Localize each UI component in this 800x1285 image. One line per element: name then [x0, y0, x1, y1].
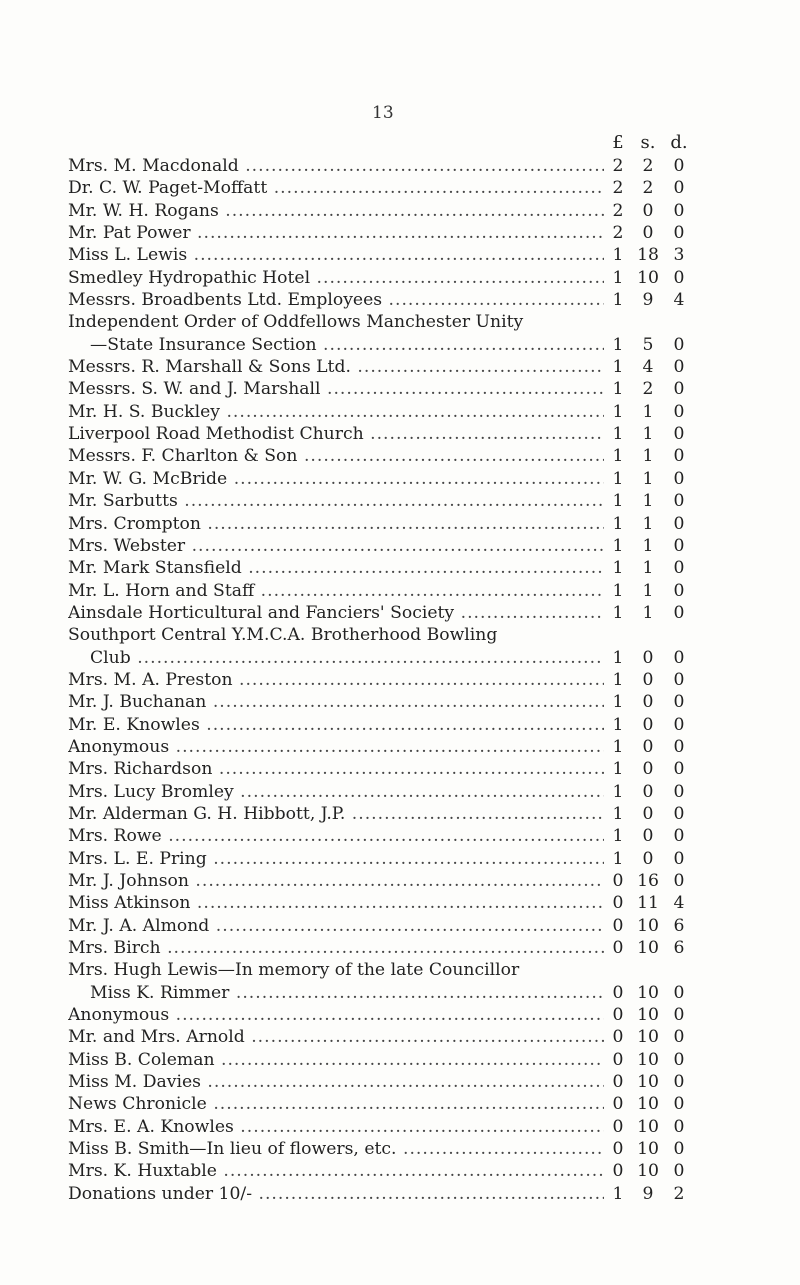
shillings-value: 10 — [637, 1094, 659, 1115]
donation-row — [68, 669, 766, 691]
donation-row — [68, 155, 766, 177]
shillings-value: 10 — [637, 1005, 659, 1026]
amount — [604, 1026, 694, 1048]
amount — [604, 915, 694, 937]
donation-row — [68, 244, 766, 266]
donation-row — [68, 1183, 766, 1205]
pence-value: 0 — [673, 848, 685, 869]
pence-value: 0 — [673, 1161, 685, 1182]
amount — [604, 222, 694, 244]
amount — [604, 803, 694, 825]
donation-row — [68, 580, 766, 602]
amount — [604, 937, 694, 959]
pence-value: 0 — [673, 178, 685, 199]
donor-name: Mr. W. H. Rogans ..... — [68, 200, 604, 222]
amount — [604, 557, 694, 579]
donation-row — [68, 758, 766, 780]
pence-value: 0 — [673, 826, 685, 847]
pence-value: 0 — [673, 669, 685, 690]
amount — [604, 1183, 694, 1205]
shillings-value: 1 — [642, 513, 654, 534]
pence-value: 0 — [673, 156, 685, 176]
donor-name: Miss B. Smith—In lieu of flowers, etc. ..... — [68, 1138, 604, 1160]
amount — [604, 1138, 694, 1160]
amount — [604, 334, 694, 356]
donation-row — [68, 423, 766, 445]
amount — [604, 468, 694, 490]
amount — [604, 1004, 694, 1026]
amount — [604, 736, 694, 758]
donor-name: Miss B. Coleman ..... — [68, 1049, 604, 1071]
shillings-value: 0 — [642, 826, 654, 847]
pounds-value: 0 — [612, 1072, 624, 1093]
amount — [604, 513, 694, 535]
shillings-value: 11 — [637, 893, 659, 914]
amount — [604, 781, 694, 803]
pence-value: 0 — [673, 491, 685, 512]
donor-name: Mr. Alderman G. H. Hibbott, J.P. ..... — [68, 803, 604, 825]
amount — [604, 602, 694, 624]
donation-row — [68, 490, 766, 512]
pounds-value: 2 — [612, 223, 624, 244]
amount — [604, 647, 694, 669]
donation-row — [68, 736, 766, 758]
pounds-value: 0 — [612, 1161, 624, 1182]
pounds-value: 1 — [612, 669, 624, 690]
amount — [604, 870, 694, 892]
donation-row — [68, 602, 766, 624]
pence-value: 6 — [673, 915, 685, 936]
amount — [604, 580, 694, 602]
pence-value: 0 — [673, 267, 685, 288]
shillings-value: 16 — [637, 871, 659, 891]
shillings-value: 0 — [642, 669, 654, 690]
pence-value: 0 — [673, 759, 685, 780]
donation-row — [68, 714, 766, 736]
amount — [604, 177, 694, 199]
donor-name-line: —State Insurance Section ..... — [68, 334, 604, 356]
pence-value: 0 — [673, 1005, 685, 1026]
donation-row — [68, 289, 766, 311]
pounds-value: 1 — [612, 245, 624, 266]
donor-name: Liverpool Road Methodist Church ..... — [68, 423, 604, 445]
amount — [604, 423, 694, 445]
donor-name: Miss L. Lewis ..... — [68, 244, 604, 266]
pounds-value: 1 — [612, 1183, 624, 1204]
donation-row — [68, 870, 766, 892]
pounds-value: 1 — [612, 558, 624, 579]
donor-name-line: Club ..... — [68, 647, 604, 669]
pounds-value: 1 — [612, 580, 624, 601]
pounds-value: 0 — [612, 1049, 624, 1070]
donor-name: Messrs. R. Marshall & Sons Ltd. ..... — [68, 356, 604, 378]
shillings-value: 0 — [642, 714, 654, 735]
donor-name: Mr. J. Buchanan ..... — [68, 691, 604, 713]
donor-name: Mrs. Richardson ..... — [68, 758, 604, 780]
donation-row — [68, 959, 766, 1004]
pence-value: 4 — [673, 290, 685, 311]
amount — [604, 1049, 694, 1071]
donor-name: Mr. J. Johnson ..... — [68, 870, 604, 892]
shillings-value: 2 — [642, 178, 654, 199]
pence-value: 0 — [673, 200, 685, 221]
shillings-value: 0 — [642, 848, 654, 869]
donor-name: Mrs. Lucy Bromley ..... — [68, 781, 604, 803]
pounds-value: 2 — [612, 178, 624, 199]
pence-value: 0 — [673, 781, 685, 802]
pence-value: 0 — [673, 401, 685, 422]
donation-row — [68, 1093, 766, 1115]
donation-row — [68, 1049, 766, 1071]
shillings-value: 1 — [642, 602, 654, 623]
pence-value: 0 — [673, 692, 685, 713]
donor-name: Mr. J. A. Almond ..... — [68, 915, 604, 937]
amount — [604, 445, 694, 467]
pence-value: 0 — [673, 357, 685, 378]
donor-name: Mr. E. Knowles ..... — [68, 714, 604, 736]
shillings-value: 1 — [642, 446, 654, 467]
shillings-value: 1 — [642, 468, 654, 489]
pence-value: 0 — [673, 379, 685, 400]
shillings-value: 0 — [642, 759, 654, 780]
pounds-value: 2 — [612, 156, 624, 176]
pounds-value: 0 — [612, 1116, 624, 1137]
shillings-value: 2 — [642, 156, 654, 176]
donor-name: Messrs. S. W. and J. Marshall ..... — [68, 378, 604, 400]
pounds-value: 0 — [612, 915, 624, 936]
donor-name: Mrs. Rowe ..... — [68, 825, 604, 847]
shillings-value: 5 — [642, 334, 654, 355]
pounds-value: 1 — [612, 290, 624, 311]
donation-list — [68, 155, 766, 1205]
donation-row — [68, 267, 766, 289]
donation-row — [68, 892, 766, 914]
donor-name: Mrs. E. A. Knowles ..... — [68, 1116, 604, 1138]
pounds-value: 1 — [612, 468, 624, 489]
pence-value: 0 — [673, 1139, 685, 1160]
donation-row — [68, 1071, 766, 1093]
donation-row — [68, 1138, 766, 1160]
pounds-value: 1 — [612, 357, 624, 378]
pounds-value: 1 — [612, 267, 624, 288]
pence-value: 0 — [673, 468, 685, 489]
amount — [604, 378, 694, 400]
amount — [604, 401, 694, 423]
pounds-value: 1 — [612, 736, 624, 757]
pounds-value: 0 — [612, 982, 624, 1003]
donation-row — [68, 915, 766, 937]
donation-row — [68, 848, 766, 870]
amount — [604, 155, 694, 177]
pence-value: 3 — [673, 245, 685, 266]
pounds-value: 1 — [612, 535, 624, 556]
pence-value: 0 — [673, 424, 685, 445]
pence-value: 0 — [673, 446, 685, 467]
amount — [604, 714, 694, 736]
amount — [604, 982, 694, 1004]
donor-name: Mrs. K. Huxtable ..... — [68, 1160, 604, 1182]
amount — [604, 669, 694, 691]
donor-name: Mr. Sarbutts ..... — [68, 490, 604, 512]
donor-name — [68, 624, 604, 669]
pounds-value: 1 — [612, 513, 624, 534]
amount — [604, 267, 694, 289]
amount — [604, 244, 694, 266]
shillings-value: 0 — [642, 803, 654, 824]
pounds-value: 1 — [612, 424, 624, 445]
shillings-value: 10 — [637, 982, 659, 1003]
pounds-value: 1 — [612, 334, 624, 355]
pence-header: d. — [670, 132, 688, 153]
donor-name: Messrs. Broadbents Ltd. Employees ..... — [68, 289, 604, 311]
pence-value: 0 — [673, 736, 685, 757]
donation-row — [68, 311, 766, 356]
pence-value: 2 — [673, 1183, 685, 1204]
shillings-value: 10 — [637, 1049, 659, 1070]
donation-row — [68, 937, 766, 959]
pounds-value: 2 — [612, 200, 624, 221]
pounds-value: 0 — [612, 871, 624, 891]
pounds-value: 0 — [612, 1139, 624, 1160]
shillings-value: 1 — [642, 535, 654, 556]
donor-name-line: Miss K. Rimmer ..... — [68, 982, 604, 1004]
shillings-value: 10 — [637, 1139, 659, 1160]
shillings-value: 2 — [642, 379, 654, 400]
amount — [604, 200, 694, 222]
currency-header — [604, 134, 694, 152]
pounds-value: 1 — [612, 647, 624, 668]
donation-row — [68, 468, 766, 490]
pounds-value: 1 — [612, 781, 624, 802]
donation-row — [68, 378, 766, 400]
donation-row — [68, 781, 766, 803]
shillings-value: 9 — [642, 290, 654, 311]
pounds-header: £ — [612, 132, 624, 153]
shillings-value: 0 — [642, 692, 654, 713]
donor-name: Mr. L. Horn and Staff ..... — [68, 580, 604, 602]
donor-name: Mr. W. G. McBride ..... — [68, 468, 604, 490]
donor-name: Ainsdale Horticultural and Fanciers' Society ..... — [68, 602, 604, 624]
donation-row — [68, 356, 766, 378]
pounds-value: 1 — [612, 446, 624, 467]
pence-value: 0 — [673, 803, 685, 824]
pounds-value: 0 — [612, 893, 624, 914]
donor-name: Mrs. Crompton ..... — [68, 513, 604, 535]
donor-name: Mr. H. S. Buckley ..... — [68, 401, 604, 423]
donor-name-line: Independent Order of Oddfellows Manchester Unity — [68, 312, 524, 333]
donor-name: Mr. and Mrs. Arnold ..... — [68, 1026, 604, 1048]
amount — [604, 289, 694, 311]
amount — [604, 356, 694, 378]
donor-name — [68, 311, 604, 356]
donation-row — [68, 445, 766, 467]
donation-row — [68, 825, 766, 847]
pence-value: 0 — [673, 223, 685, 244]
donation-row — [68, 1004, 766, 1026]
donor-name: Mrs. Webster ..... — [68, 535, 604, 557]
donation-row — [68, 557, 766, 579]
shillings-value: 0 — [642, 736, 654, 757]
pounds-value: 0 — [612, 938, 624, 959]
pence-value: 0 — [673, 1094, 685, 1115]
pounds-value: 0 — [612, 1094, 624, 1115]
shillings-value: 10 — [637, 1161, 659, 1182]
shillings-value: 10 — [637, 915, 659, 936]
pounds-value: 0 — [612, 1005, 624, 1026]
shillings-value: 0 — [642, 781, 654, 802]
shillings-value: 0 — [642, 223, 654, 244]
donor-name: Mrs. L. E. Pring ..... — [68, 848, 604, 870]
donor-name: Mrs. Birch ..... — [68, 937, 604, 959]
donation-row — [68, 200, 766, 222]
donation-row — [68, 1026, 766, 1048]
pounds-value: 1 — [612, 401, 624, 422]
shillings-value: 10 — [637, 1027, 659, 1048]
pounds-value: 1 — [612, 826, 624, 847]
donor-name: Mrs. M. A. Preston ..... — [68, 669, 604, 691]
donor-name: Mr. Mark Stansfield ..... — [68, 557, 604, 579]
shillings-value: 0 — [642, 647, 654, 668]
amount — [604, 1160, 694, 1182]
amount — [604, 691, 694, 713]
donor-name: Donations under 10/- ..... — [68, 1183, 604, 1205]
pence-value: 0 — [673, 1049, 685, 1070]
pounds-value: 1 — [612, 759, 624, 780]
pence-value: 0 — [673, 982, 685, 1003]
shillings-header: s. — [640, 132, 656, 153]
pence-value: 4 — [673, 893, 685, 914]
pence-value: 0 — [673, 1072, 685, 1093]
amount — [604, 892, 694, 914]
donor-name: Messrs. F. Charlton & Son ..... — [68, 445, 604, 467]
shillings-value: 1 — [642, 558, 654, 579]
pounds-value: 1 — [612, 848, 624, 869]
pounds-value: 1 — [612, 491, 624, 512]
donor-name: Smedley Hydropathic Hotel ..... — [68, 267, 604, 289]
shillings-value: 10 — [637, 1116, 659, 1137]
pence-value: 0 — [673, 714, 685, 735]
pence-value: 0 — [673, 1116, 685, 1137]
pounds-value: 1 — [612, 602, 624, 623]
shillings-value: 4 — [642, 357, 654, 378]
donor-name — [68, 959, 604, 1004]
pounds-value: 1 — [612, 714, 624, 735]
pounds-value: 1 — [612, 803, 624, 824]
donor-name-line: Mrs. Hugh Lewis—In memory of the late Councillor — [68, 960, 520, 981]
shillings-value: 1 — [642, 424, 654, 445]
donation-row — [68, 177, 766, 199]
pence-value: 0 — [673, 513, 685, 534]
donation-row — [68, 803, 766, 825]
pounds-value: 1 — [612, 379, 624, 400]
pounds-value: 0 — [612, 1027, 624, 1048]
donation-row — [68, 222, 766, 244]
shillings-value: 1 — [642, 580, 654, 601]
donation-row — [68, 401, 766, 423]
shillings-value: 1 — [642, 401, 654, 422]
shillings-value: 10 — [637, 267, 659, 288]
page-number: 13 — [372, 103, 394, 123]
amount — [604, 758, 694, 780]
donor-name: Anonymous ..... — [68, 736, 604, 758]
donation-row — [68, 624, 766, 669]
shillings-value: 10 — [637, 1072, 659, 1093]
donor-name: Mr. Pat Power ..... — [68, 222, 604, 244]
shillings-value: 18 — [637, 245, 659, 266]
pence-value: 0 — [673, 535, 685, 556]
donor-name: Dr. C. W. Paget-Moffatt ..... — [68, 177, 604, 199]
donor-name: Miss Atkinson ..... — [68, 892, 604, 914]
amount — [604, 825, 694, 847]
amount — [604, 1093, 694, 1115]
donor-name: News Chronicle ..... — [68, 1093, 604, 1115]
shillings-value: 0 — [642, 200, 654, 221]
amount — [604, 1071, 694, 1093]
amount — [604, 1116, 694, 1138]
pounds-value: 1 — [612, 692, 624, 713]
donation-row — [68, 535, 766, 557]
amount — [604, 535, 694, 557]
donation-row — [68, 1160, 766, 1182]
pence-value: 0 — [673, 1027, 685, 1048]
amount — [604, 848, 694, 870]
pence-value: 6 — [673, 938, 685, 959]
donation-row — [68, 513, 766, 535]
donation-row — [68, 691, 766, 713]
shillings-value: 1 — [642, 491, 654, 512]
amount — [604, 490, 694, 512]
donation-row — [68, 1116, 766, 1138]
shillings-value: 9 — [642, 1183, 654, 1204]
pence-value: 0 — [673, 334, 685, 355]
donor-name: Miss M. Davies ..... — [68, 1071, 604, 1093]
donor-name: Anonymous ..... — [68, 1004, 604, 1026]
shillings-value: 10 — [637, 938, 659, 959]
pence-value: 0 — [673, 647, 685, 668]
pence-value: 0 — [673, 558, 685, 579]
pence-value: 0 — [673, 580, 685, 601]
pence-value: 0 — [673, 602, 685, 623]
donor-name-line: Southport Central Y.M.C.A. Brotherhood Bowling — [68, 625, 498, 646]
donor-name: Mrs. M. Macdonald ..... — [68, 155, 604, 177]
pence-value: 0 — [673, 871, 685, 891]
